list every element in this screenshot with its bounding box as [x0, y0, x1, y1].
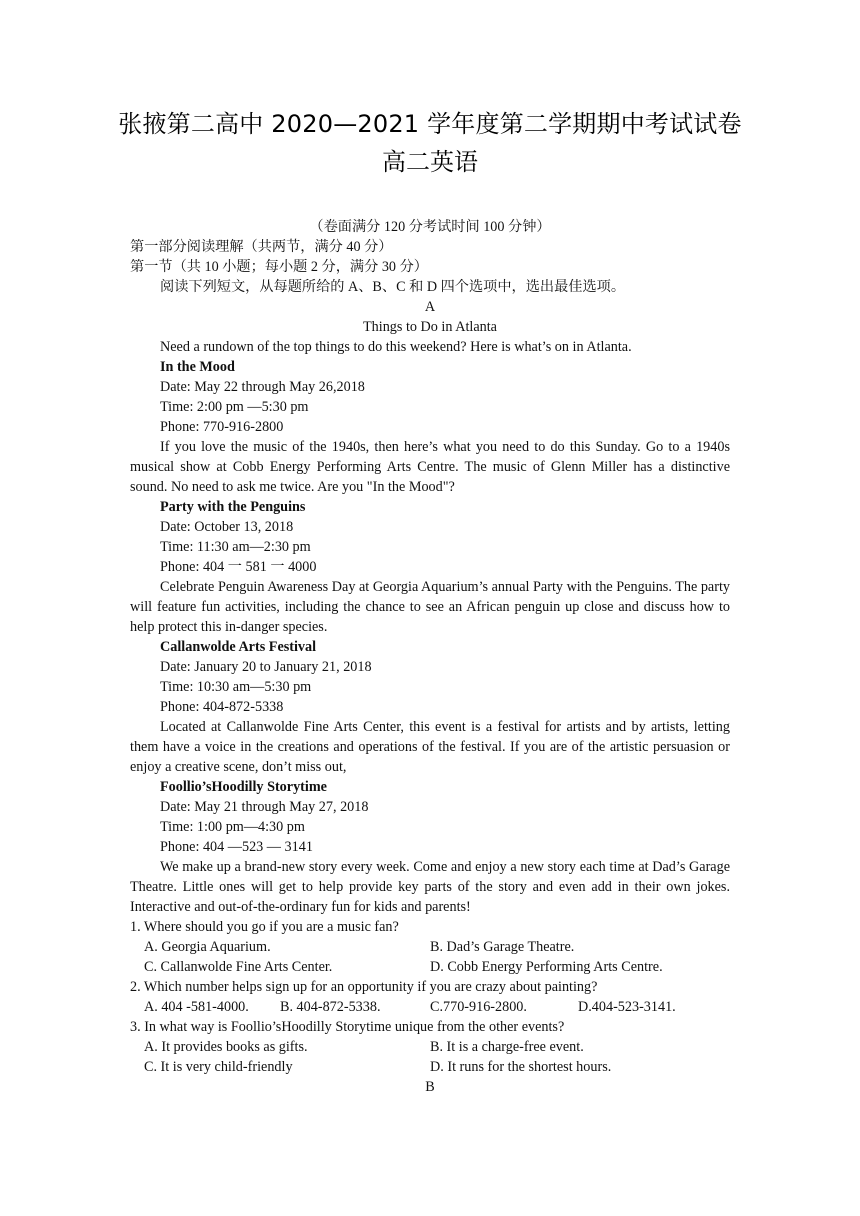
exam-title: 张掖第二高中 2020—2021 学年度第二学期期中考试试卷 — [118, 110, 742, 138]
option-a: A. Georgia Aquarium. — [144, 939, 271, 955]
event-phone: Phone: 404 —523 — 3141 — [160, 839, 313, 855]
passage-a-title: Things to Do in Atlanta — [363, 319, 497, 335]
option-a: A. 404 -581-4000. — [144, 999, 249, 1015]
subject-title: 高二英语 — [382, 148, 478, 176]
event-phone: Phone: 770-916-2800 — [160, 419, 284, 435]
event-name: Foollio’sHoodilly Storytime — [160, 779, 327, 795]
event-date: Date: October 13, 2018 — [160, 519, 294, 535]
option-c: C. Callanwolde Fine Arts Center. — [144, 959, 333, 975]
event-block — [130, 497, 730, 637]
event-phone: Phone: 404-872-5338 — [160, 699, 284, 715]
event-date: Date: May 21 through May 27, 2018 — [160, 799, 369, 815]
option-row — [130, 1037, 730, 1057]
event-block — [130, 777, 730, 917]
option-c: C. It is very child-friendly — [144, 1059, 293, 1075]
option-a: A. It provides books as gifts. — [144, 1039, 308, 1055]
event-date: Date: May 22 through May 26,2018 — [160, 379, 365, 395]
question-block — [130, 1017, 730, 1077]
option-row — [130, 937, 730, 957]
option-d: D. Cobb Energy Performing Arts Centre. — [430, 959, 663, 975]
option-row — [130, 1057, 730, 1077]
event-description: Celebrate Penguin Awareness Day at Georgia Aquarium’s annual Party with the Penguins. The party will feature fun activities, including the chance to see an African penguin up close and discuss how to help protect this in-danger species. — [130, 579, 730, 635]
exam-body — [130, 217, 730, 1097]
event-description: If you love the music of the 1940s, then here’s what you need to do this Sunday. Go to a 1940s musical show at Cobb Energy Performing Arts Centre. The music of Glenn Miller has a distinctive sound. No need to ask me twice. Are you "In the Mood"? — [130, 439, 730, 495]
event-description: Located at Callanwolde Fine Arts Center, this event is a festival for artists and by artists, letting them have a voice in the creations and operations of the festival. If you are of the artistic persuasion or enjoy a creative scene, don’t miss out, — [130, 719, 730, 775]
question-stem: 1. Where should you go if you are a music fan? — [130, 919, 399, 935]
section-heading: 第一节（共 10 小题；每小题 2 分，满分 30 分） — [130, 259, 428, 275]
option-row — [130, 997, 730, 1017]
event-name: Callanwolde Arts Festival — [160, 639, 317, 655]
question-stem: 3. In what way is Foollio’sHoodilly Storytime unique from the other events? — [130, 1019, 565, 1035]
event-name: In the Mood — [160, 359, 235, 375]
passage-b-label: B — [425, 1079, 435, 1095]
event-description: We make up a brand-new story every week. Come and enjoy a new story each time at Dad’s Garage Theatre. Little ones will get to help provide key parts of the story and even add in their own jokes. Interactive and out-of-the-ordinary fun for kids and parents! — [130, 859, 730, 915]
option-row — [130, 957, 730, 977]
passage-a-label: A — [424, 299, 436, 315]
event-time: Time: 1:00 pm—4:30 pm — [160, 819, 305, 835]
option-b: B. It is a charge-free event. — [430, 1039, 584, 1055]
event-name: Party with the Penguins — [160, 499, 306, 515]
exam-info: （卷面满分 120 分考试时间 100 分钟） — [309, 219, 551, 235]
option-d: D.404-523-3141. — [578, 999, 676, 1015]
event-block — [130, 357, 730, 497]
passage-a-lead: Need a rundown of the top things to do this weekend? Here is what’s on in Atlanta. — [160, 339, 632, 355]
option-b: B. Dad’s Garage Theatre. — [430, 939, 575, 955]
event-time: Time: 10:30 am—5:30 pm — [160, 679, 312, 695]
event-phone: Phone: 404 一 581 一 4000 — [160, 559, 317, 575]
part-heading: 第一部分阅读理解（共两节，满分 40 分） — [130, 239, 393, 255]
option-c: C.770-916-2800. — [430, 999, 527, 1015]
instruction-text: 阅读下列短文，从每题所给的 A、B、C 和 D 四个选项中，选出最佳选项。 — [160, 279, 626, 295]
option-b: B. 404-872-5338. — [280, 999, 381, 1015]
question-block — [130, 917, 730, 977]
question-block — [130, 977, 730, 1017]
event-block — [130, 637, 730, 777]
event-date: Date: January 20 to January 21, 2018 — [160, 659, 372, 675]
option-d: D. It runs for the shortest hours. — [430, 1059, 612, 1075]
question-stem: 2. Which number helps sign up for an opportunity if you are crazy about painting? — [130, 979, 598, 995]
event-time: Time: 2:00 pm —5:30 pm — [160, 399, 309, 415]
event-time: Time: 11:30 am—2:30 pm — [160, 539, 311, 555]
